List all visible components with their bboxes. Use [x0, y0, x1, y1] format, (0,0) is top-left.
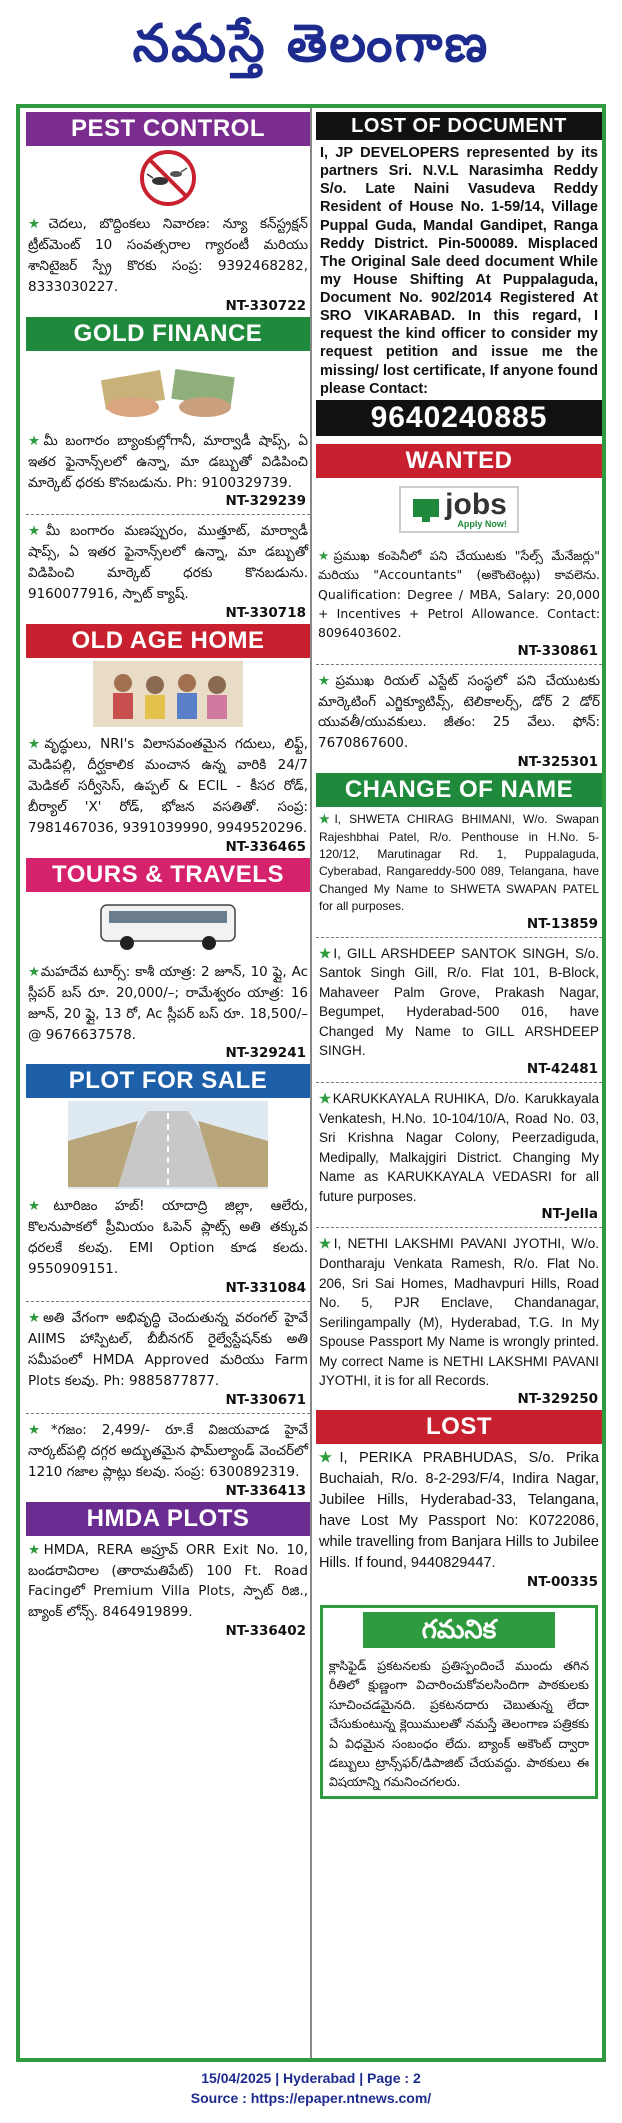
notice-box	[320, 1605, 598, 1799]
separator	[316, 1082, 602, 1083]
separator	[316, 1227, 602, 1228]
lost-code: NT-00335	[526, 1574, 598, 1590]
gold-finance-text-2: మీ బంగారం మణప్పురం, ముత్తూట్, మార్వాడీ షాప్స్, ఏ ఇతర ఫైనాన్స్‌లలో ఉన్నా, మా డబ్బుతో విడిపించి మార్కెట్ ధరకు కొనబడును. 9160077916, స్పాట్ క్యాష్.	[28, 523, 308, 603]
lost-ad: ★I, PERIKA PRABHUDAS, S/o. Prika Buchaiah, R/o. 8-2-293/F/4, Indira Nagar, Jubilee Hills, Hyderabad-33, Telangana, have Lost My Passport No: K0722086, while travelling from Banjara Hills to Jubilee Hills. If found, 9440829447.	[319, 1449, 599, 1571]
plot-layout-icon	[68, 1101, 268, 1189]
notice-header: గమనిక	[363, 1612, 555, 1648]
plot-for-sale-code-2: NT-330671	[225, 1391, 306, 1408]
pest-control-header: PEST CONTROL	[26, 112, 310, 146]
separator	[316, 664, 602, 665]
gold-finance-code-1: NT-329239	[225, 493, 306, 510]
jobs-logo	[399, 486, 519, 533]
change-of-name-ad-2: ★I, GILL ARSHDEEP SANTOK SINGH, S/o. Santok Singh Gill, R/o. Flat 101, B-Block, Mahaveer Palm Grove, Prakash Nagar, Begumpet, Hyderabad-500 016, have Changed My Name to GILL ARSHDEEP SINGH.	[319, 945, 599, 1059]
separator	[26, 1413, 310, 1414]
gold-finance-text-1: మీ బంగారం బ్యాంకుల్లోగానీ, మార్వాడీ షాప్స్, ఏ ఇతర ఫైనాన్స్‌లలో ఉన్నా, మా డబ్బుతో విడిపించి మార్కెట్ ధరకు కొనబడును. Ph: 9100329739.	[28, 432, 308, 491]
plot-for-sale-text-1: టూరిజం హబ్! యాదాద్రి జిల్లా, ఆలేరు, కొలనుపాకలో ప్రీమియం ఓపెన్ ప్లాట్స్ అతి తక్కువ ధరలకే కలవు. EMI Option కూడ కలదు. 9550909151.	[28, 1198, 308, 1278]
jobs-logo-sub: Apply Now!	[457, 519, 507, 530]
wanted-image	[316, 478, 602, 542]
no-pest-icon	[113, 148, 223, 208]
change-of-name-code-1: NT-13859	[526, 915, 598, 932]
gold-finance-ad-2: ★మీ బంగారం మణప్పురం, ముత్తూట్, మార్వాడీ షాప్స్, ఏ ఇతర ఫైనాన్స్‌లలో ఉన్నా, మా డబ్బుతో విడిపించి మార్కెట్ ధరకు కొనబడును. 9160077916, స్పాట్ క్యాష్.	[28, 523, 308, 603]
monitor-icon	[411, 495, 441, 525]
lost-header: LOST	[316, 1410, 602, 1444]
elderly-group-icon	[93, 661, 243, 727]
plot-for-sale-code-3: NT-336413	[225, 1482, 306, 1499]
hmda-plots-header: HMDA PLOTS	[26, 1502, 310, 1536]
plot-for-sale-image	[26, 1098, 310, 1192]
footer-date-line: 15/04/2025 | Hyderabad | Page : 2	[201, 2070, 421, 2086]
pest-control-image	[26, 146, 310, 210]
separator	[26, 514, 310, 515]
change-of-name-header: CHANGE OF NAME	[316, 773, 602, 807]
wanted-code-2: NT-325301	[517, 754, 598, 771]
lost-document-header: LOST OF DOCUMENT	[316, 112, 602, 140]
plot-for-sale-text-3: *గజం: 2,499/- రూ.కే విజయవాడ హైవే నార్కట్‌పల్లి దగ్గర అద్భుతమైన ఫామ్‌ల్యాండ్ వెంచర్‌లో 1210 గజాల ప్లాట్లు కలవు. సంప్ర: 6300892319.	[28, 1421, 308, 1480]
wanted-ad-2: ★ప్రముఖ రియల్ ఎస్టేట్ సంస్థలో పని చేయుటకు మార్కెటింగ్ ఎగ్జిక్యూటివ్స్, టెలికాలర్స్, డోర్ 2 డోర్ యువతీ/యువకులు. జీతం: 25 వేలు. ఫోన్: 7670867600.	[318, 672, 600, 752]
old-age-home-code: NT-336465	[225, 838, 306, 855]
page-footer	[0, 2068, 622, 2108]
plot-for-sale-code-1: NT-331084	[225, 1280, 306, 1297]
old-age-home-image	[26, 658, 310, 730]
lost-document-phone: 9640240885	[316, 400, 602, 436]
pest-control-text: చెదలు, బొద్దింకలు నివారణ: న్యూ కన్‌స్ట్రక్షన్ ట్రీట్‌మెంట్ 10 సంవత్సరాల గ్యారంటీ మరియు శానిటైజర్ స్ప్రే కొరకు సంప్ర: 9392468282, 8333030227.	[28, 216, 308, 295]
old-age-home-text: వృద్ధులు, NRI's విలాసవంతమైన గదులు, లిఫ్ట్, మెడిపల్లి, దీర్ఘకాలిక మంచాన ఉన్న వారికి 24/7 మెడికల్ సర్వీసెస్, ఉప్పల్ & ECIL - కీసర రోడ్, బీర్యాల్ 'X' రోడ్, భోజన వసతితో. సంప్ర: 7981467036, 9391039990, 9949520296.	[28, 736, 308, 836]
tours-travels-text: మహదేవ టూర్స్: కాశీ యాత్ర: 2 జూన్, 10 ఫ్లై, Ac స్లీపర్ బస్ రూ. 20,000/–; రామేశ్వరం యాత్ర: 16 జూన్, 20 ఫ్లై, 13 రో, Ac స్లీపర్ బస్ రూ. 18,500/– @ 9676637578.	[28, 963, 308, 1043]
change-of-name-text-1: I, SHWETA CHIRAG BHIMANI, W/o. Swapan Rajeshbhai Patel, R/o. Penthouse in H.No. 5-120/12, Marutinagar Rd. 1, Puppalaguda, Cyberabad, Rangareddy-500 089, Telangana, have Changed My Name to SHWETA SWAPAN PATEL for all purposes.	[319, 812, 599, 914]
change-of-name-text-4: I, NETHI LAKSHMI PAVANI JYOTHI, W/o. Dontharaju Venkata Ramesh, R/o. Flat No. 206, Sri Sai Homes, Madhavpuri Hills, Road No. 5, PJR Enclave, Chandanagar, Serilingampally (M), Hyderabad, T.G. In My Spouse Passport My Name is wrongly printed. My correct Name is NETHI LAKSHMI PAVANI JYOTHI, it is for all Records.	[319, 1236, 599, 1389]
jobs-logo-text: jobs	[445, 488, 507, 522]
footer-source-line: Source : https://epaper.ntnews.com/	[190, 2090, 432, 2106]
change-of-name-ad-3: ★KARUKKAYALA RUHIKA, D/o. Karukkayala Venkatesh, H.No. 10-104/10/A, Road No. 03, Sri Krishna Nagar Colony, Peerzadiguda, Medipally, Malkajgiri District. Changing My Name as KARUKKAYALA VEDASRI for all future purposes.	[319, 1091, 599, 1204]
plot-for-sale-ad-2: ★అతి వేగంగా అభివృద్ధి చెందుతున్న వరంగల్ హైవే AIIMS హాస్పిటల్, బీబీనగర్ రైల్వేస్టేషన్‌కు అతి సమీపంలో HMDA Approved మరియు Farm Plots కలవు. Ph: 9885877877.	[28, 1310, 309, 1389]
wanted-text-2: ప్రముఖ రియల్ ఎస్టేట్ సంస్థలో పని చేయుటకు మార్కెటింగ్ ఎగ్జిక్యూటివ్స్, టెలికాలర్స్, డోర్ 2 డోర్ యువతీ/యువకులు. జీతం: 25 వేలు. ఫోన్: 7670867600.	[318, 672, 600, 752]
gold-finance-ad-1: ★మీ బంగారం బ్యాంకుల్లోగానీ, మార్వాడీ షాప్స్, ఏ ఇతర ఫైనాన్స్‌లలో ఉన్నా, మా డబ్బుతో విడిపించి మార్కెట్ ధరకు కొనబడును. Ph: 9100329739.	[28, 432, 308, 491]
masthead-title: నమస్తే తెలంగాణ	[132, 13, 490, 74]
change-of-name-text-2: I, GILL ARSHDEEP SANTOK SINGH, S/o. Santok Singh Gill, R/o. Flat 101, B-Block, Mahaveer Palm Grove, Prakash Nagar, Begumpet, Hyderabad-500 016, have Changed My Name to GILL ARSHDEEP SINGH.	[319, 945, 599, 1059]
notice-text: క్లాసిఫైడ్ ప్రకటనలకు ప్రతిస్పందించే ముందు తగిన రీతిలో క్షుణ్ణంగా విచారించుకోవలసిందిగా పాఠకులకు సూచించడమైనది. ప్రకటనదారు చెబుతున్న లేదా చేసుకుంటున్న క్లెయిములతో నమస్తే తెలంగాణ పత్రికకు ఏ విధమైన సంబంధం లేదు. బ్యాంక్ అకౌంట్ ద్వారా డబ్బులు ట్రాన్స్‌ఫర్/డిపాజిట్ చేయవద్దు. పాఠకులు ఈ విషయాన్ని గమనించగలరు.	[329, 1658, 589, 1790]
pest-control-ad: ★చెదలు, బొద్దింకలు నివారణ: న్యూ కన్‌స్ట్రక్షన్ ట్రీట్‌మెంట్ 10 సంవత్సరాల గ్యారంటీ మరియు శానిటైజర్ స్ప్రే కొరకు సంప్ర: 9392468282, 8333030227.	[28, 216, 308, 295]
tours-travels-ad: ★మహదేవ టూర్స్: కాశీ యాత్ర: 2 జూన్, 10 ఫ్లై, Ac స్లీపర్ బస్ రూ. 20,000/–; రామేశ్వరం యాత్ర: 16 జూన్, 20 ఫ్లై, 13 రో, Ac స్లీపర్ బస్ రూ. 18,500/– @ 9676637578.	[28, 963, 308, 1043]
change-of-name-code-3: NT-Jella	[541, 1206, 598, 1223]
wanted-text-1: ప్రముఖ కంపెనీలో పని చేయుటకు "సేల్స్ మేనేజర్లు" మరియు "Accountants" (అకౌంటెంట్లు) కావలెను. Qualification: Degree / MBA, Salary: 20,000 + Incentives + Petrol Allowance. Contact: 8096403602.	[318, 547, 600, 641]
plot-for-sale-text-2: అతి వేగంగా అభివృద్ధి చెందుతున్న వరంగల్ హైవే AIIMS హాస్పిటల్, బీబీనగర్ రైల్వేస్టేషన్‌కు అతి సమీపంలో HMDA Approved మరియు Farm Plots కలవు. Ph: 9885877877.	[28, 1310, 309, 1389]
wanted-code-1: NT-330861	[517, 642, 598, 659]
hmda-plots-code: NT-336402	[225, 1623, 306, 1640]
wanted-ad-1: ★ప్రముఖ కంపెనీలో పని చేయుటకు "సేల్స్ మేనేజర్లు" మరియు "Accountants" (అకౌంటెంట్లు) కావలెను. Qualification: Degree / MBA, Salary: 20,000 + Incentives + Petrol Allowance. Contact: 8096403602.	[318, 547, 600, 641]
left-column	[26, 112, 310, 1642]
pest-control-code: NT-330722	[225, 297, 306, 314]
tours-travels-code: NT-329241	[225, 1045, 306, 1062]
change-of-name-ad-1: ★I, SHWETA CHIRAG BHIMANI, W/o. Swapan Rajeshbhai Patel, R/o. Penthouse in H.No. 5-120/12, Marutinagar Rd. 1, Puppalaguda, Cyberabad, Rangareddy-500 089, Telangana, have Changed My Name to SHWETA SWAPAN PATEL for all purposes.	[319, 812, 599, 914]
tours-travels-header: TOURS & TRAVELS	[26, 858, 310, 892]
change-of-name-text-3: KARUKKAYALA RUHIKA, D/o. Karukkayala Venkatesh, H.No. 10-104/10/A, Road No. 03, Sri Krishna Nagar Colony, Peerzadiguda, Medipally, Malkajgiri District. Changing My Name as KARUKKAYALA VEDASRI for all future purposes.	[319, 1091, 599, 1204]
bus-icon	[93, 895, 243, 955]
right-column	[316, 112, 602, 1799]
separator	[26, 1301, 310, 1302]
cash-hands-icon	[93, 355, 243, 423]
plot-for-sale-ad-1: ★టూరిజం హబ్! యాదాద్రి జిల్లా, ఆలేరు, కొలనుపాకలో ప్రీమియం ఓపెన్ ప్లాట్స్ అతి తక్కువ ధరలకే కలవు. EMI Option కూడ కలదు. 9550909151.	[28, 1198, 308, 1278]
gold-finance-code-2: NT-330718	[225, 605, 306, 622]
change-of-name-code-2: NT-42481	[526, 1061, 598, 1078]
tours-travels-image	[26, 892, 310, 958]
wanted-header: WANTED	[316, 444, 602, 478]
lost-text: I, PERIKA PRABHUDAS, S/o. Prika Buchaiah, R/o. 8-2-293/F/4, Indira Nagar, Jubilee Hills, Hyderabad-33, Telangana, have Lost My Passport No: K0722086, while travelling from Banjara Hills to Jubilee Hills. If found, 9440829447.	[319, 1449, 599, 1571]
hmda-plots-text: HMDA, RERA అప్రూవ్ ORR Exit No. 10, బండరావిరాల (తారామతిపేట్) 100 Ft. Road Facingలో Premium Villa Plots, స్పాట్ రిజి., బ్యాంక్ లోన్స్. 8464919899.	[28, 1541, 309, 1621]
masthead	[0, 0, 622, 100]
gold-finance-header: GOLD FINANCE	[26, 317, 310, 351]
separator	[316, 937, 602, 938]
plot-for-sale-ad-3: ★*గజం: 2,499/- రూ.కే విజయవాడ హైవే నార్కట్‌పల్లి దగ్గర అద్భుతమైన ఫామ్‌ల్యాండ్ వెంచర్‌లో 1210 గజాల ప్లాట్లు కలవు. సంప్ర: 6300892319.	[28, 1421, 308, 1480]
change-of-name-ad-4: ★I, NETHI LAKSHMI PAVANI JYOTHI, W/o. Dontharaju Venkata Ramesh, R/o. Flat No. 206, Sri Sai Homes, Madhavpuri Hills, Road No. 5, PJR Enclave, Chandanagar, Serilingampally (M), Hyderabad, T.G. In My Spouse Passport My Name is wrongly printed. My correct Name is NETHI LAKSHMI PAVANI JYOTHI, it is for all Records.	[319, 1236, 599, 1389]
plot-for-sale-header: PLOT FOR SALE	[26, 1064, 310, 1098]
hmda-plots-ad: ★HMDA, RERA అప్రూవ్ ORR Exit No. 10, బండరావిరాల (తారామతిపేట్) 100 Ft. Road Facingలో Premium Villa Plots, స్పాట్ రిజి., బ్యాంక్ లోన్స్. 8464919899.	[28, 1541, 309, 1621]
old-age-home-ad: ★వృద్ధులు, NRI's విలాసవంతమైన గదులు, లిఫ్ట్, మెడిపల్లి, దీర్ఘకాలిక మంచాన ఉన్న వారికి 24/7 మెడికల్ సర్వీసెస్, ఉప్పల్ & ECIL - కీసర రోడ్, బీర్యాల్ 'X' రోడ్, భోజన వసతితో. సంప్ర: 7981467036, 9391039990, 9949520296.	[28, 736, 308, 836]
lost-document-text: I, JP DEVELOPERS represented by its partners Sri. N.V.L Narasimha Reddy S/o. Late Naini Vasudeva Reddy Resident of House No. 1-59/14, Village Puppal Guda, Mandal Gandipet, Ranga Reddy District. Pin-500089. Misplaced The Original Sale deed document While my House Shifting At Puppalaguda, Document No. 902/2014 Registered At SRO VIKARABAD. In this regard, I request the kind officer to consider my request petition and issue me the missing/ lost certificate, If anyone found please Contact:	[320, 145, 598, 397]
change-of-name-code-4: NT-329250	[517, 1390, 598, 1407]
old-age-home-header: OLD AGE HOME	[26, 624, 310, 658]
gold-finance-image	[26, 351, 310, 427]
column-divider	[310, 108, 312, 2058]
